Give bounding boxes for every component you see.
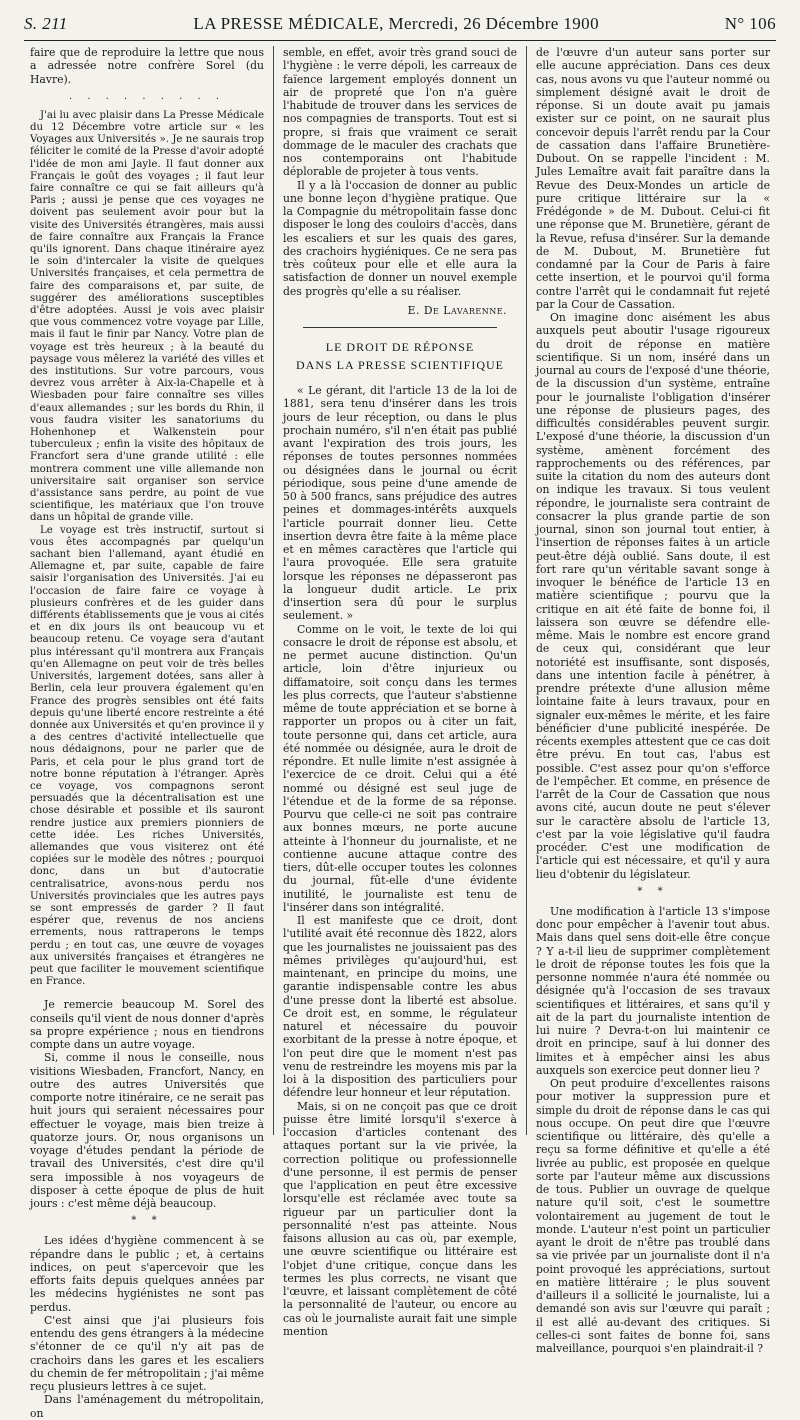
author-signature: E. De Lavarenne. (407, 303, 507, 317)
section-title (283, 338, 517, 374)
page-header (24, 14, 776, 40)
paragraph: faire que de reproduire la lettre que nous a adressée notre confrère Sorel (du Havre). (30, 46, 264, 86)
paragraph: Le voyage est très instructif, surtout si vous êtes accompagnés par quelqu'un sachant bien l'allemand, ayant étudié en Allemagne et, par suite, capable de faire saisir l'organisation des Universités. J'ai eu l'occasion de faire faire ce voyage à plusieurs confrères et de les guider dans différents établissements que je vous ai cités et en dix jours ils ont beaucoup vu et beaucoup retenu. Ce voyage sera d'autant plus intéressant qu'il montrera aux Français qu'en Allemagne on peut voir de très belles Universités, largement dotées, sans aller à Berlin, cela leur prouvera également qu'en France des progrès sensibles ont été faits depuis qu'une liberté encore restreinte a été donnée aux Universités et qu'en province il y a des centres d'activité intellectuelle que nous dédaignons, pour ne parler que de Paris, et cela pour le plus grand tort de notre bonne réputation à l'étranger. Après ce voyage, vos compagnons seront persuadés que la décentralisation est une chose désirable et possible et ils sauront rendre justice aux premiers pionniers de cette idée. Les riches Universités, allemandes que vous visiterez ont été copiées sur le modèle des nôtres ; pourquoi donc, dans un but d'autocratie centralisatrice, avons-nous perdu nos Universités provinciales que les autres pays se sont empressés de garder ? Il faut espérer que, revenus de nos anciens errements, nous rattraperons le temps perdu ; en tout cas, une œuvre de voyages aux universités françaises et étrangères ne peut que faciliter le mouvement scientifique en France. (30, 524, 264, 988)
column-3 (526, 46, 776, 1355)
header-rule (24, 40, 776, 41)
dotted-separator: . . . . . . . . . (68, 90, 226, 102)
paragraph: Il est manifeste que ce droit, dont l'utilité avait été reconnue dès 1822, alors que les journalistes ne jouissaient pas des mêmes privilèges qu'aujourd'hui, est maintenant, en principe du moins, une garantie indispensable contre les abus d'une presse dont la liberté est absolue. Ce droit est, en somme, le régulateur naturel et nécessaire du pouvoir exorbitant de la presse à notre époque, et l'on peut dire que le moment n'est pas venu de restreindre les moyens mis par la loi à la disposition des particuliers pour défendre leur honneur et leur réputation. (283, 914, 517, 1100)
asterism-separator: * * (637, 885, 669, 897)
page-number: S. 211 (24, 14, 68, 33)
issue-date: Mercredi, 26 Décembre 1900 (388, 14, 599, 33)
section-rule (303, 327, 497, 328)
paragraph: C'est ainsi que j'ai plusieurs fois entendu des gens étrangers à la médecine s'étonner de ce qu'il n'y ait pas de crachoirs dans les gares et les escaliers du chemin de fer métropolitain ; j'ai même reçu plusieurs lettres à ce sujet. (30, 1313, 264, 1394)
asterism-separator: * * (131, 1215, 163, 1227)
column-1 (24, 46, 273, 1420)
paragraph: de l'œuvre d'un auteur sans porter sur elle aucune appréciation. Dans ces deux cas, nous avons vu que l'auteur nommé ou simplement désigné avait le droit de réponse. Si un doute avait pu jamais exister sur ce point, on ne saurait plus concevoir depuis l'arrêt rendu par la Cour de cassation dans l'affaire Brunetière-Dubout. On se rappelle l'incident : M. Jules Lemaître avait fait paraître dans la Revue des Deux-Mondes un article de pure critique littéraire sur la « Frédégonde » de M. Dubout. Celui-ci fit une réponse que M. Brunetière, gérant de la Revue, refusa d'insérer. Sur la demande de M. Dubout, M. Brunetière fut condamné par la Cour de Paris à faire cette insertion, et le pourvoi qu'il forma contre l'arrêt qui le condamnait fut rejeté par la Cour de Cassation. (536, 46, 770, 311)
paragraph: Je remercie beaucoup M. Sorel des conseils qu'il vient de nous donner d'après sa propre expérience ; nous en tiendrons compte dans un autre voyage. (30, 998, 264, 1052)
paragraph: On peut produire d'excellentes raisons pour motiver la suppression pure et simple du droit de réponse dans le cas qui nous occupe. On peut dire que l'œuvre scientifique ou littéraire, dès qu'elle a reçu sa forme définitive et qu'elle a été livrée au public, est proposée en quelque sorte par l'auteur même aux discussions de tous. Publier un ouvrage de quelque nature qu'il soit, c'est le soumettre volontairement au jugement de tout le monde. L'auteur n'est point un particulier ayant le droit de n'être pas troublé dans sa vie privée par un journaliste dont il n'a point provoqué les appréciations, surtout en matière littéraire ; le plus souvent d'ailleurs il a sollicité le journaliste, lui a demandé son avis sur l'œuvre qui paraît ; il est allé au-devant des critiques. Si celles-ci sont faites de bonne foi, sans malveillance, pourquoi s'en plaindrait-il ? (536, 1077, 770, 1355)
journal-title-line (193, 14, 599, 34)
paragraph: Mais, si on ne conçoit pas que ce droit puisse être limité lorsqu'il s'exerce à l'occasion d'articles contenant des attaques portant sur la vie privée, la correction politique ou professionnelle d'une personne, il est permis de penser que l'application en peut être excessive lorsqu'elle est réclamée avec toute sa rigueur par un particulier dont la personnalité n'est pas atteinte. Nous faisons allusion au cas où, par exemple, une œuvre scientifique ou littéraire est l'objet d'une critique, conçue dans les termes les plus corrects, ne visant que l'œuvre, et laissant complètement de côté la personnalité de l'auteur, ou encore au cas où le journaliste aurait fait une simple mention (283, 1099, 517, 1338)
paragraph: Si, comme il nous le conseille, nous visitions Wiesbaden, Francfort, Nancy, en outre des autres Universités que comporte notre itinéraire, ce ne serait pas huit jours qui seraient nécessaires pour effectuer le voyage, mais bien treize à quatorze jours. Or, nous organisons un voyage d'études pendant la période de travail des Universités, c'est dire qu'il sera impossible à nos voyageurs de disposer à cette époque de plus de huit jours : c'est même déjà beaucoup. (30, 1051, 264, 1211)
section-title-line-1: LE DROIT DE RÉPONSE (325, 340, 475, 354)
quoted-letter (30, 110, 264, 989)
paragraph: Dans l'aménagement du métropolitain, on (30, 1393, 264, 1420)
journal-title: LA PRESSE MÉDICALE, (193, 14, 384, 33)
section-title-line-2: DANS LA PRESSE SCIENTIFIQUE (295, 358, 505, 372)
paragraph: Les idées d'hygiène commencent à se répandre dans le public ; et, à certains indices, on peut s'apercevoir que les efforts faits depuis quelques années par les médecins hygiénistes ne sont pas perdus. (30, 1234, 264, 1314)
paragraph: « Le gérant, dit l'article 13 de la loi de 1881, sera tenu d'insérer dans les trois jours de leur réception, ou dans le plus prochain numéro, s'il n'en était pas publié avant l'expiration des trois jours, les réponses de toutes personnes nommées ou désignées dans le journal ou écrit périodique, sous peine d'une amende de 50 à 500 francs, sans préjudice des autres peines et dommages-intérêts auxquels l'article pourrait donner lieu. Cette insertion devra être faite à la même place et en mêmes caractères que l'article qui l'aura provoquée. Elle sera gratuite lorsque les réponses ne dépasseront pas la longueur dudit article. Le prix d'insertion sera dû pour le surplus seulement. » (283, 384, 517, 623)
paragraph: Une modification à l'article 13 s'impose donc pour empêcher à l'avenir tout abus. Mais dans quel sens doit-elle être conçue ? Y a-t-il lieu de supprimer complètement le droit de réponse toutes les fois que la personne nommée n'aura été nommée ou désignée qu'à l'occasion de ses travaux scientifiques et littéraires, et sans qu'il y ait de la part du journaliste intention de lui nuire ? Devra-t-on lui maintenir ce droit en principe, sauf à lui donner des limites et à empêcher ainsi les abus auxquels son exercice peut donner lieu ? (536, 904, 770, 1077)
paragraph: Comme on le voit, le texte de loi qui consacre le droit de réponse est absolu, et ne permet aucune distinction. Qu'un article, loin d'être injurieux ou diffamatoire, soit conçu dans les termes les plus corrects, que l'auteur s'abstienne même de toute appréciation et se borne à rapporter un propos ou à citer un fait, toute personne qui, dans cet article, aura été nommée ou désignée, aura le droit de répondre. Et nulle limite n'est assignée à l'exercice de ce droit. Celui qui a été nommé ou désigné est seul juge de l'étendue et de la forme de sa réponse. Pourvu que celle-ci ne soit pas contraire aux bonnes mœurs, ne porte aucune atteinte à l'honneur du journaliste, et ne contienne aucune attaque contre des tiers, dût-elle occuper toutes les colonnes du journal, fût-elle d'une évidente inutilité, le journaliste est tenu de l'insérer dans son intégralité. (283, 622, 517, 914)
article-columns (24, 46, 776, 1420)
paragraph: semble, en effet, avoir très grand souci de l'hygiène : le verre dépoli, les carreaux de faïence largement employés donnent un air de propreté que l'on n'a guère l'habitude de trouver dans les services de nos compagnies de transports. Tout est si propre, si frais que vraiment ce serait dommage de le maculer des crachats que nos contemporains ont l'habitude déplorable de projeter à tous vents. (283, 46, 517, 179)
paragraph: J'ai lu avec plaisir dans La Presse Médicale du 12 Décembre votre article sur « les Voyages aux Universités ». Je ne saurais trop féliciter le comité de la Presse d'avoir adopté l'idée de mon ami Jayle. Il faut donner aux Français le goût des voyages ; il faut leur faire connaître ce qui se fait ailleurs qu'à Paris ; aussi je pense que ces voyages ne doivent pas seulement avoir pour but la visite des Universités étrangères, mais aussi de faire connaître aux Français la France qu'ils ignorent. Dans chaque itinéraire ayez le soin d'intercaler la visite de quelques Universités françaises, et cela permettra de faire des comparaisons et, par suite, de suggérer des améliorations susceptibles d'être adoptées. Aussi je vois avec plaisir que vous commencez votre voyage par Lille, mais il faut le finir par Nancy. Votre plan de voyage est très heureux ; à la beauté du paysage vous mêlerez la variété des villes et des institutions. Sur votre parcours, vous devrez vous arrêter à Aix-la-Chapelle et à Wiesbaden pour faire connaître ses villes d'eaux allemandes ; sur les bords du Rhin, il vous faudra visiter les sanatoriums du Hohenhonep et Walkenstein pour tuberculeux ; enfin la visite des hôpitaux de Francfort sera d'une grande utilité : elle montrera comment une ville allemande non universitaire sait organiser son service d'assistance sans perdre, au point de vue scientifique, les matériaux que l'on trouve dans un hôpital de grande ville. (30, 109, 265, 524)
paragraph: Il y a là l'occasion de donner au public une bonne leçon d'hygiène pratique. Que la Compagnie du métropolitain fasse donc disposer le long des couloirs d'accès, dans les escaliers et sur les quais des gares, des crachoirs hygiéniques. Ce ne sera pas très coûteux pour elle et elle aura la satisfaction de donner un nouvel exemple des progrès qu'elle a su réaliser. (283, 178, 517, 298)
column-2 (273, 46, 526, 1338)
paragraph: On imagine donc aisément les abus auxquels peut aboutir l'usage rigoureux du droit de réponse en matière scientifique. Si un nom, inséré dans un journal au cours de l'exposé d'une théorie, de la discussion d'un système, entraîne pour le journaliste l'obligation d'insérer une réponse de plusieurs pages, des difficultés considérables peuvent surgir. L'exposé d'une théorie, la discussion d'un système, amènent forcément des rapprochements ou des références, par suite la citation du nom des auteurs dont on indique les travaux. Si tous veulent répondre, le journaliste sera contraint de consacrer la plus grande partie de son journal, sinon son journal tout entier, à l'insertion de réponses faites à un article peut-être déjà oublié. Sans doute, il est fort rare qu'un véritable savant songe à invoquer le bénéfice de l'article 13 en matière scientifique ; pourvu que la critique en ait été faite de bonne foi, il laissera son œuvre se défendre elle-même. Mais le nombre est encore grand de ceux qui, considérant que leur notoriété est insuffisante, sont disposés, dans une intention facile à pénétrer, à prendre prétexte d'une allusion même lointaine faite à leurs travaux, pour en signaler eux-mêmes le mérite, et les faire bénéficier d'une publicité inespérée. De récents exemples attestent que ce cas doit être prévu. En tout cas, l'abus est possible. C'est assez pour qu'on s'efforce de l'empêcher. Et comme, en présence de l'arrêt de la Cour de Cassation que nous avons cité, aucun doute ne peut s'élever sur le caractère absolu de l'article 13, c'est par la voie législative qu'il faudra procéder. C'est une modification de l'article qui est nécessaire, et qu'il y aura lieu d'obtenir du législateur. (536, 311, 770, 881)
issue-number: N° 106 (724, 14, 776, 33)
